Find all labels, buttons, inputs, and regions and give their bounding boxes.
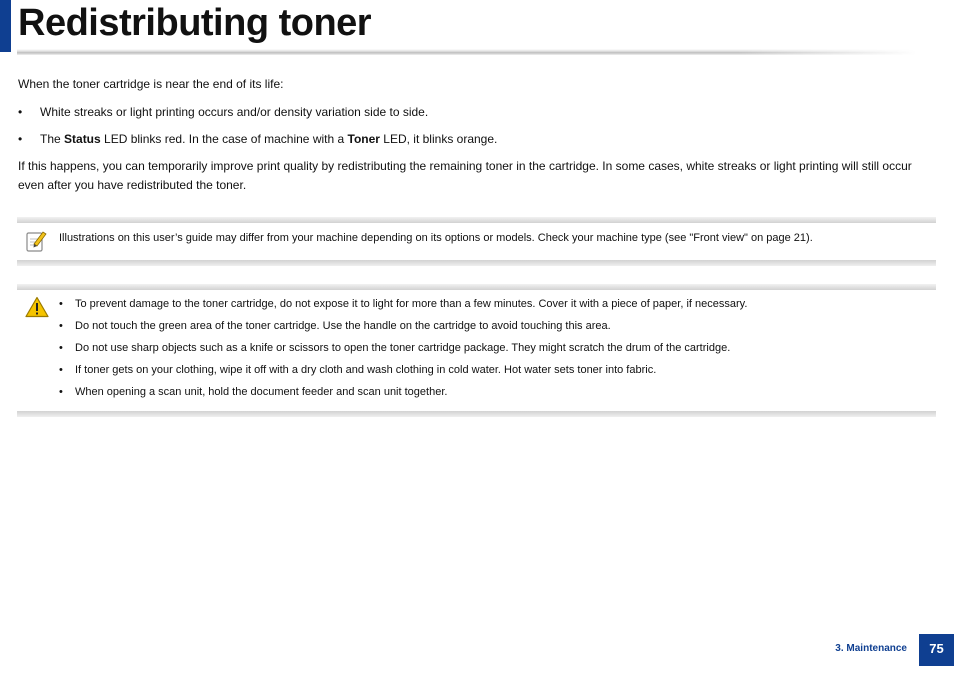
bullet-marker: • xyxy=(18,105,23,119)
title-accent-bar xyxy=(0,0,11,52)
list-item xyxy=(59,293,747,315)
caution-item-text: If toner gets on your clothing, wipe it off with a dry cloth and wash clothing in cold water. Hot water sets toner into fabric. xyxy=(75,364,657,376)
list-item xyxy=(18,103,428,122)
caution-item-text: When opening a scan unit, hold the document feeder and scan unit together. xyxy=(75,386,448,398)
warning-triangle-icon xyxy=(25,296,49,318)
callout-bottom-band xyxy=(17,260,936,266)
list-item xyxy=(18,130,497,149)
title-underline xyxy=(17,49,917,55)
bullet-marker: • xyxy=(59,298,63,310)
list-item xyxy=(59,337,747,359)
bullet-marker: • xyxy=(59,386,63,398)
note-text: Illustrations on this user’s guide may differ from your machine depending on its options or models. Check your machine type (see "Front view" on page 21). xyxy=(59,232,813,244)
bullet-text-mid: LED blinks red. In the case of machine with a xyxy=(100,132,348,146)
bullet-marker: • xyxy=(59,342,63,354)
bullet-marker: • xyxy=(59,364,63,376)
bullet-marker: • xyxy=(59,320,63,332)
bullet-text: White streaks or light printing occurs and/or density variation side to side. xyxy=(40,105,429,119)
toner-led-label: Toner xyxy=(347,132,380,146)
list-item xyxy=(59,315,747,337)
bullet-text-pre: The xyxy=(40,132,65,146)
intro-text: When the toner cartridge is near the end of its life: xyxy=(18,77,284,91)
explanation-paragraph: If this happens, you can temporarily improve print quality by redistributing the remaining toner in the cartridge. In some cases, white streaks or light printing will still occur even after you have redistributed the toner. xyxy=(18,159,912,192)
caution-list xyxy=(59,293,747,403)
note-callout xyxy=(17,217,936,266)
page-title: Redistributing toner xyxy=(18,2,372,44)
note-pencil-icon xyxy=(25,229,47,253)
caution-item-text: Do not use sharp objects such as a knife or scissors to open the toner cartridge package. They might scratch the drum of the cartridge. xyxy=(75,342,731,354)
status-led-label: Status xyxy=(64,132,101,146)
list-item xyxy=(59,359,747,381)
callout-top-band xyxy=(17,284,936,290)
caution-item-text: Do not touch the green area of the toner cartridge. Use the handle on the cartridge to avoid touching this area. xyxy=(75,320,611,332)
caution-callout xyxy=(17,284,936,417)
page-number: 75 xyxy=(919,634,954,666)
bullet-text-post: LED, it blinks orange. xyxy=(379,132,498,146)
list-item xyxy=(59,381,747,403)
callout-bottom-band xyxy=(17,411,936,417)
bullet-marker: • xyxy=(18,132,23,146)
caution-item-text: To prevent damage to the toner cartridge, do not expose it to light for more than a few minutes. Cover it with a piece of paper, if necessary. xyxy=(75,298,748,310)
footer-section-label: 3. Maintenance xyxy=(835,643,907,654)
callout-top-band xyxy=(17,217,936,223)
